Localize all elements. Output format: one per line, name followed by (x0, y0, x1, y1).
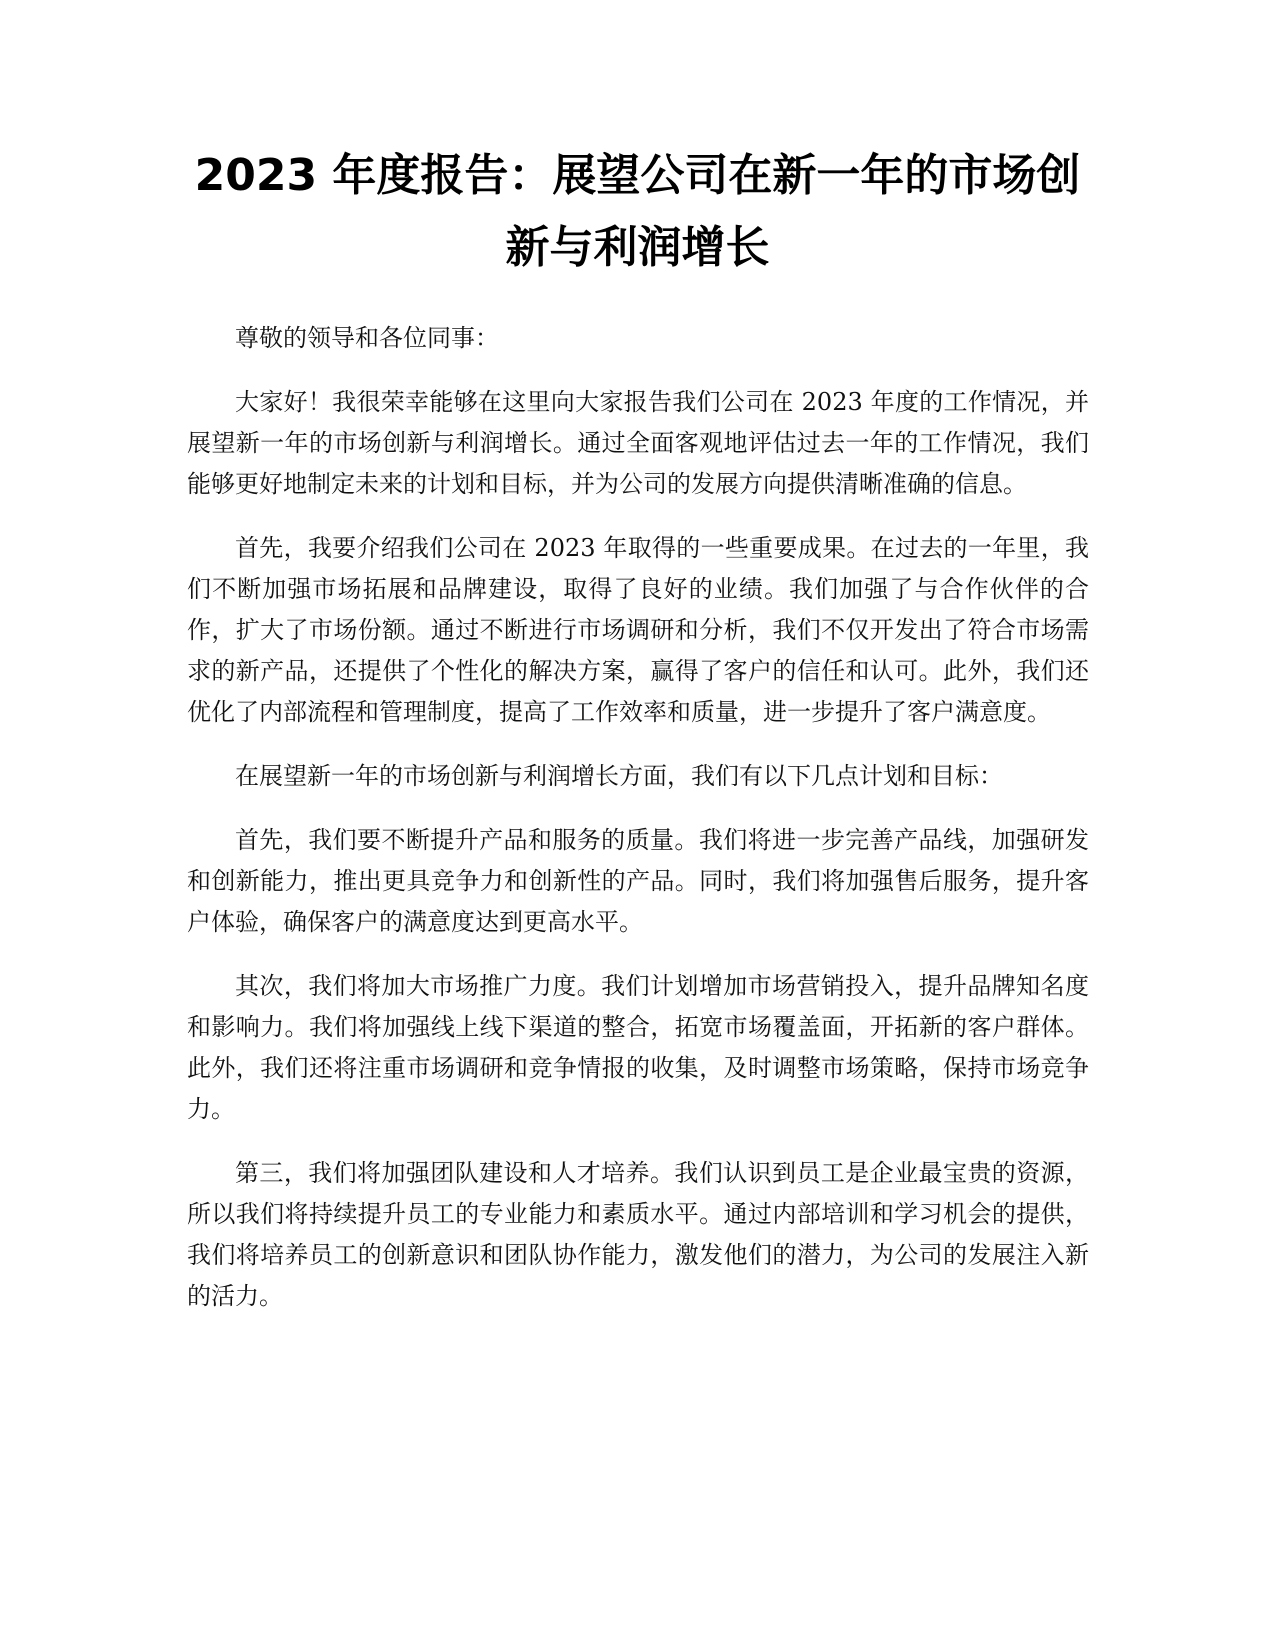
paragraph-achievements: 首先，我要介绍我们公司在 2023 年取得的一些重要成果。在过去的一年里，我们不断加强市场拓展和品牌建设，取得了良好的业绩。我们加强了与合作伙伴的合作，扩大了市场份额。通过不断进行市场调研和分析，我们不仅开发出了符合市场需求的新产品，还提供了个性化的解决方案，赢得了客户的信任和认可。此外，我们还优化了内部流程和管理制度，提高了工作效率和质量，进一步提升了客户满意度。 (187, 534, 1089, 726)
paragraph-plan-intro: 在展望新一年的市场创新与利润增长方面，我们有以下几点计划和目标： (235, 762, 1003, 790)
paragraph-plan-quality: 首先，我们要不断提升产品和服务的质量。我们将进一步完善产品线，加强研发和创新能力，推出更具竞争力和创新性的产品。同时，我们将加强售后服务，提升客户体验，确保客户的满意度达到更高水平。 (187, 826, 1089, 936)
paragraph-greeting: 大家好！我很荣幸能够在这里向大家报告我们公司在 2023 年度的工作情况，并展望新一年的市场创新与利润增长。通过全面客观地评估过去一年的工作情况，我们能够更好地制定未来的计划和目标，并为公司的发展方向提供清晰准确的信息。 (187, 388, 1089, 498)
paragraph-salutation: 尊敬的领导和各位同事： (235, 324, 499, 352)
document-title: 2023 年度报告：展望公司在新一年的市场创新与利润增长 (194, 150, 1081, 273)
paragraph-plan-marketing: 其次，我们将加大市场推广力度。我们计划增加市场营销投入，提升品牌知名度和影响力。我们将加强线上线下渠道的整合，拓宽市场覆盖面，开拓新的客户群体。此外，我们还将注重市场调研和竞争情报的收集，及时调整市场策略，保持市场竞争力。 (187, 972, 1089, 1123)
paragraph-plan-team: 第三，我们将加强团队建设和人才培养。我们认识到员工是企业最宝贵的资源，所以我们将持续提升员工的专业能力和素质水平。通过内部培训和学习机会的提供，我们将培养员工的创新意识和团队协作能力，激发他们的潜力，为公司的发展注入新的活力。 (187, 1159, 1089, 1310)
document-body (187, 318, 1089, 1340)
